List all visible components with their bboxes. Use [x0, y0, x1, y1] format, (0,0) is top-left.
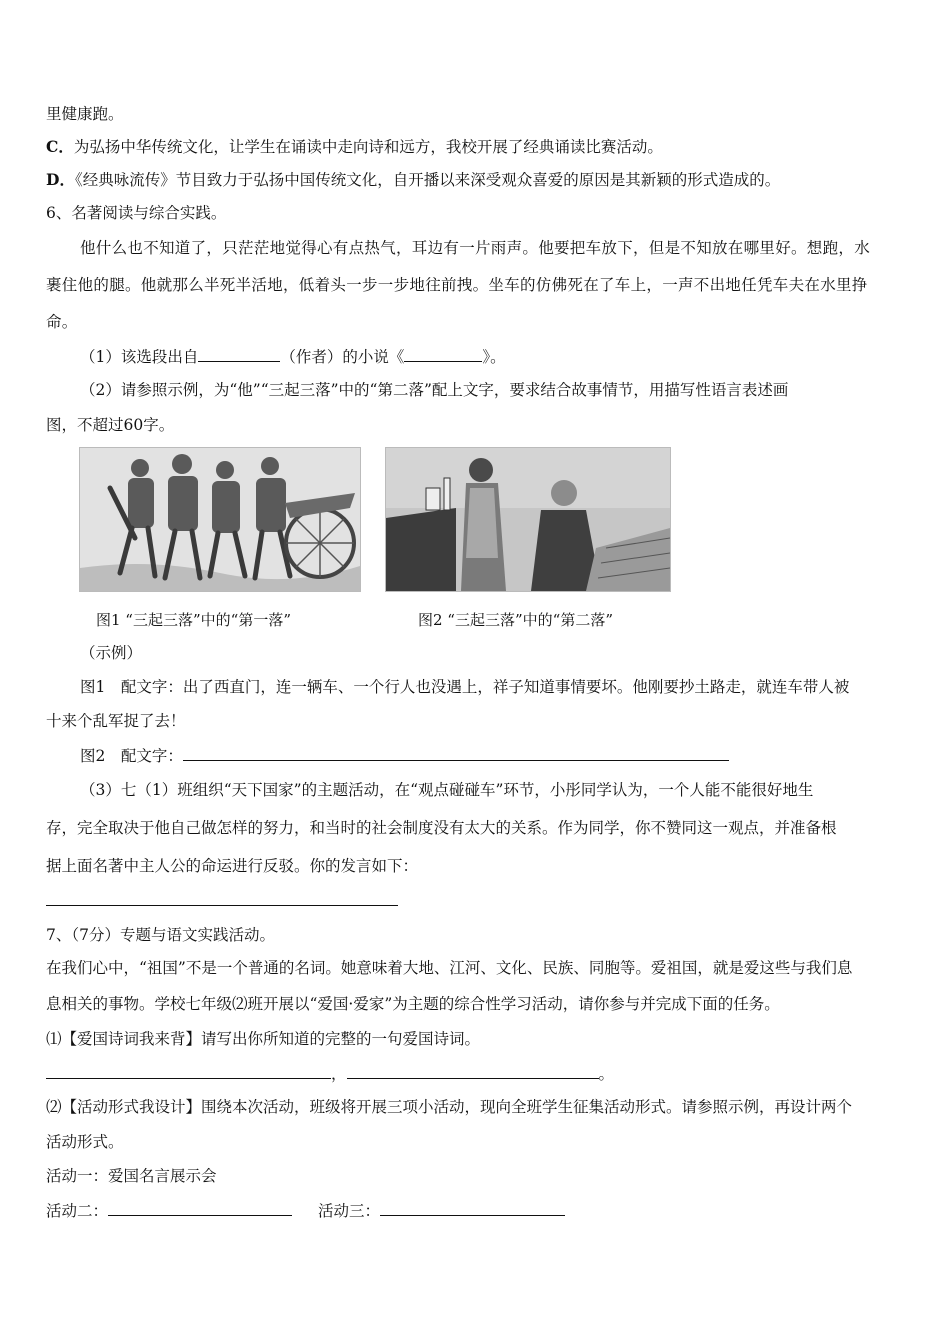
question-7-intro-line-2: 息相关的事物。学校七年级⑵班开展以“爱国·爱家”为主题的综合性学习活动，请你参与并完成下面的任务。: [46, 995, 780, 1013]
passage-line-2: 裹住他的腿。他就那么半死半活地，低着头一步一步地往前拽。坐车的仿佛死在了车上，一声不出地任凭车夫在水里挣: [46, 276, 868, 294]
poem-blank-1[interactable]: [46, 1063, 331, 1079]
figure-1-illustration: [79, 447, 361, 592]
line-1: 里健康跑。: [46, 105, 124, 123]
poem-period: 。: [598, 1065, 615, 1083]
question-6-2-line-2: 图，不超过60字。: [46, 416, 175, 434]
figure-1-text-line-1: 图1 配文字：出了西直门，连一辆车、一个行人也没遇上，祥子知道事情要坏。他刚要抄土路走，就连车带人被: [80, 678, 850, 696]
option-c: [46, 137, 663, 157]
question-6-3-line-2: 存，完全取决于他自己做怎样的努力，和当时的社会制度没有太大的关系。作为同学，你不赞同这一观点，并准备根: [46, 819, 837, 837]
passage-line-3: 命。: [46, 313, 78, 331]
option-c-label: C．: [46, 137, 74, 156]
poem-answer-row: [46, 1063, 614, 1084]
option-d: [46, 170, 780, 190]
figure-1-text-line-2: 十来个乱军捉了去！: [46, 712, 186, 730]
question-7-intro-line-1: 在我们心中，“祖国”不是一个普通的名词。她意味着大地、江河、文化、民族、同胞等。爱祖国，就是爱这些与我们息: [46, 959, 853, 977]
activity-2-blank[interactable]: [108, 1200, 292, 1216]
activity-1: 活动一：爱国名言展示会: [46, 1167, 217, 1185]
question-6-1: [80, 346, 506, 367]
question-6-1-middle: （作者）的小说《: [280, 348, 405, 366]
poem-blank-2[interactable]: [347, 1063, 599, 1079]
question-6-1-prefix: （1）该选段出自: [80, 348, 199, 366]
option-d-text: 《经典咏流传》节目致力于弘扬中国传统文化，自开播以来深受观众喜爱的原因是其新颖的形式造成的。: [74, 171, 781, 189]
example-label: （示例）: [80, 644, 143, 662]
option-c-text: 为弘扬中华传统文化，让学生在诵读中走向诗和远方，我校开展了经典诵读比赛活动。: [73, 138, 663, 156]
figure-2-text: [80, 745, 729, 766]
question-7-2-line-1: ⑵【活动形式我设计】围绕本次活动，班级将开展三项小活动，现向全班学生征集活动形式。请参照示例，再设计两个: [46, 1098, 853, 1116]
author-blank[interactable]: [198, 346, 280, 362]
figure-2-text-label: 图2 配文字：: [80, 747, 183, 765]
novel-title-blank[interactable]: [404, 346, 482, 362]
question-6-2-line-1: （2）请参照示例，为“他”“三起三落”中的“第二落”配上文字，要求结合故事情节，用描写性语言表述画: [80, 381, 789, 399]
speech-answer-blank[interactable]: [46, 905, 398, 906]
activity-2-label: 活动二：: [46, 1202, 109, 1220]
question-6-3-line-3: 据上面名著中主人公的命运进行反驳。你的发言如下：: [46, 857, 419, 875]
figure-2-text-blank[interactable]: [183, 745, 729, 761]
activity-3-blank[interactable]: [380, 1200, 565, 1216]
passage-line-1: 他什么也不知道了，只茫茫地觉得心有点热气，耳边有一片雨声。他要把车放下，但是不知放在哪里好。想跑，水: [80, 239, 871, 257]
question-7-title: 7、（7分）专题与语文实践活动。: [46, 926, 275, 944]
figure-2-illustration: [385, 447, 671, 592]
option-d-label: D．: [46, 170, 75, 189]
figure-2-caption: 图2 “三起三落”中的“第二落”: [418, 611, 613, 629]
question-7-2-line-2: 活动形式。: [46, 1133, 124, 1151]
figure-1-caption: 图1 “三起三落”中的“第一落”: [96, 611, 291, 629]
poem-comma: ，: [331, 1065, 347, 1083]
question-6-3-line-1: （3）七（1）班组织“天下国家”的主题活动，在“观点碰碰车”环节，小彤同学认为，一个人能不能很好地生: [80, 781, 814, 799]
activity-3-label: 活动三：: [318, 1202, 381, 1220]
question-6-1-suffix: 》。: [482, 348, 506, 366]
activity-row: [46, 1200, 565, 1221]
question-7-1: ⑴【爱国诗词我来背】请写出你所知道的完整的一句爱国诗词。: [46, 1030, 481, 1048]
question-6-title: 6、名著阅读与综合实践。: [46, 204, 227, 222]
